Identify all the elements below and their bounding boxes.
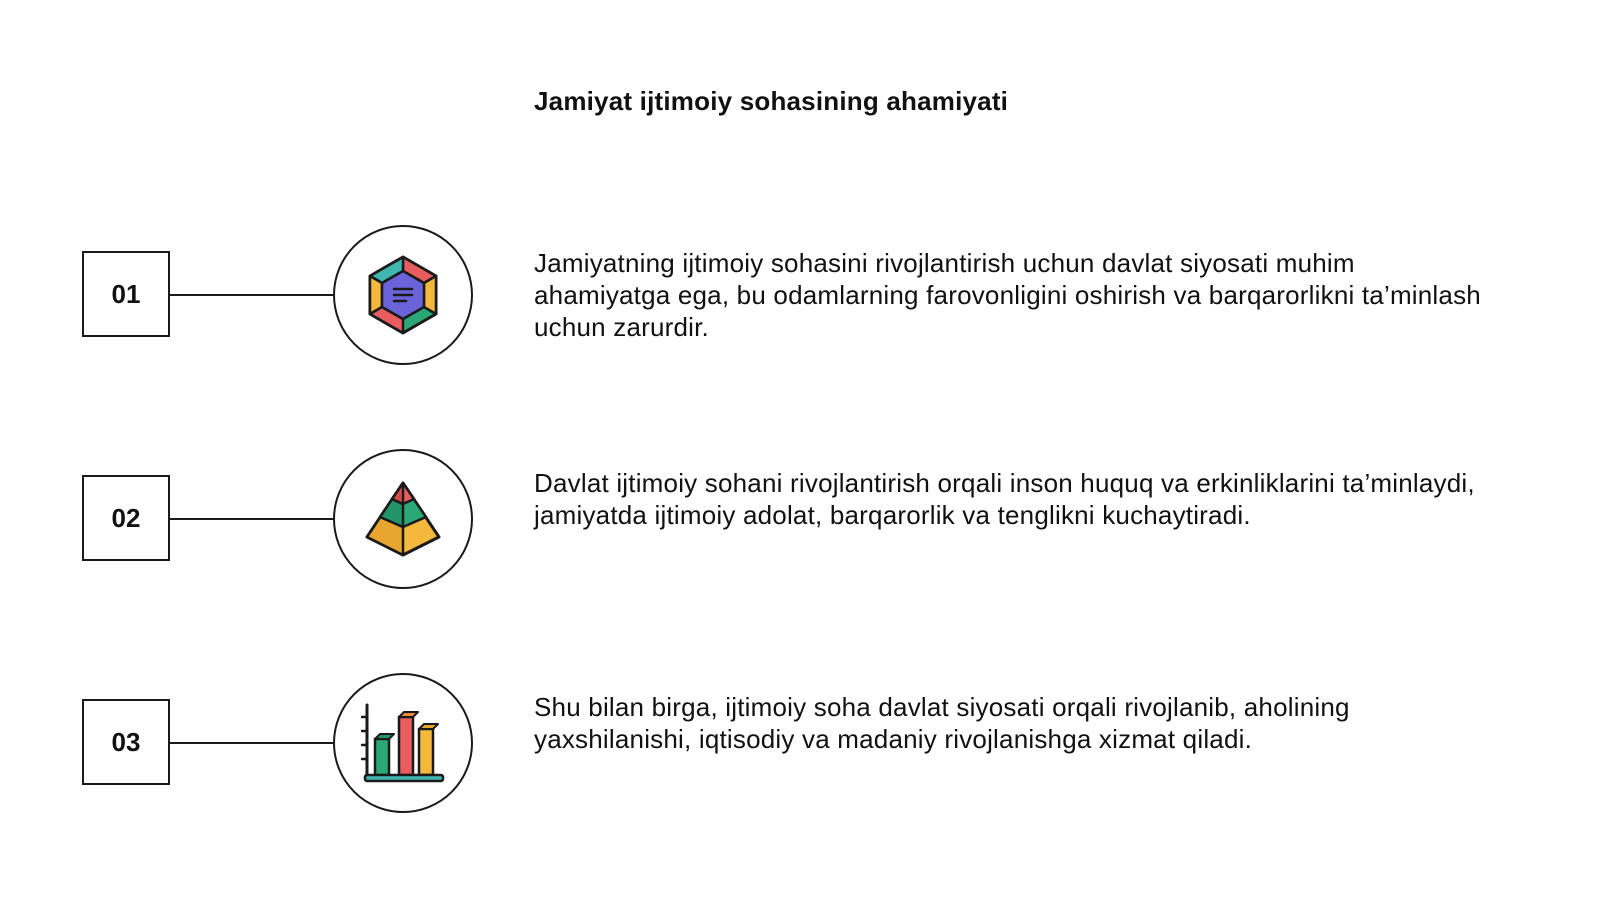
item-number: 01 — [82, 251, 170, 337]
connector-line — [170, 742, 334, 744]
list-item — [0, 225, 1600, 365]
list-item — [0, 449, 1600, 589]
connector-line — [170, 518, 334, 520]
pyramid-icon — [363, 479, 443, 559]
hexagon-icon — [366, 255, 440, 335]
icon-circle — [333, 673, 473, 813]
icon-circle — [333, 225, 473, 365]
bar-chart-icon — [361, 703, 445, 783]
item-number: 02 — [82, 475, 170, 561]
item-text: Shu bilan birga, ijtimoiy soha davlat siyosati orqali rivojlanib, aholining yaxshilanishi, iqtisodiy va madaniy rivojlanishga xizmat qiladi. — [534, 692, 1350, 754]
item-number: 03 — [82, 699, 170, 785]
item-text: Davlat ijtimoiy sohani rivojlantirish orqali inson huquq va erkinliklarini ta’minlaydi, jamiyatda ijtimoiy adolat, barqarorlik va tenglikni kuchaytiradi. — [534, 468, 1475, 530]
list-item — [0, 673, 1600, 813]
page-title: Jamiyat ijtimoiy sohasining ahamiyati — [534, 86, 1009, 116]
connector-line — [170, 294, 334, 296]
item-text: Jamiyatning ijtimoiy sohasini rivojlantirish uchun davlat siyosati muhim ahamiyatga ega, bu odamlarning farovonligini oshirish va barqarorlikni ta’minlash uchun zarurdir. — [534, 248, 1481, 342]
icon-circle — [333, 449, 473, 589]
